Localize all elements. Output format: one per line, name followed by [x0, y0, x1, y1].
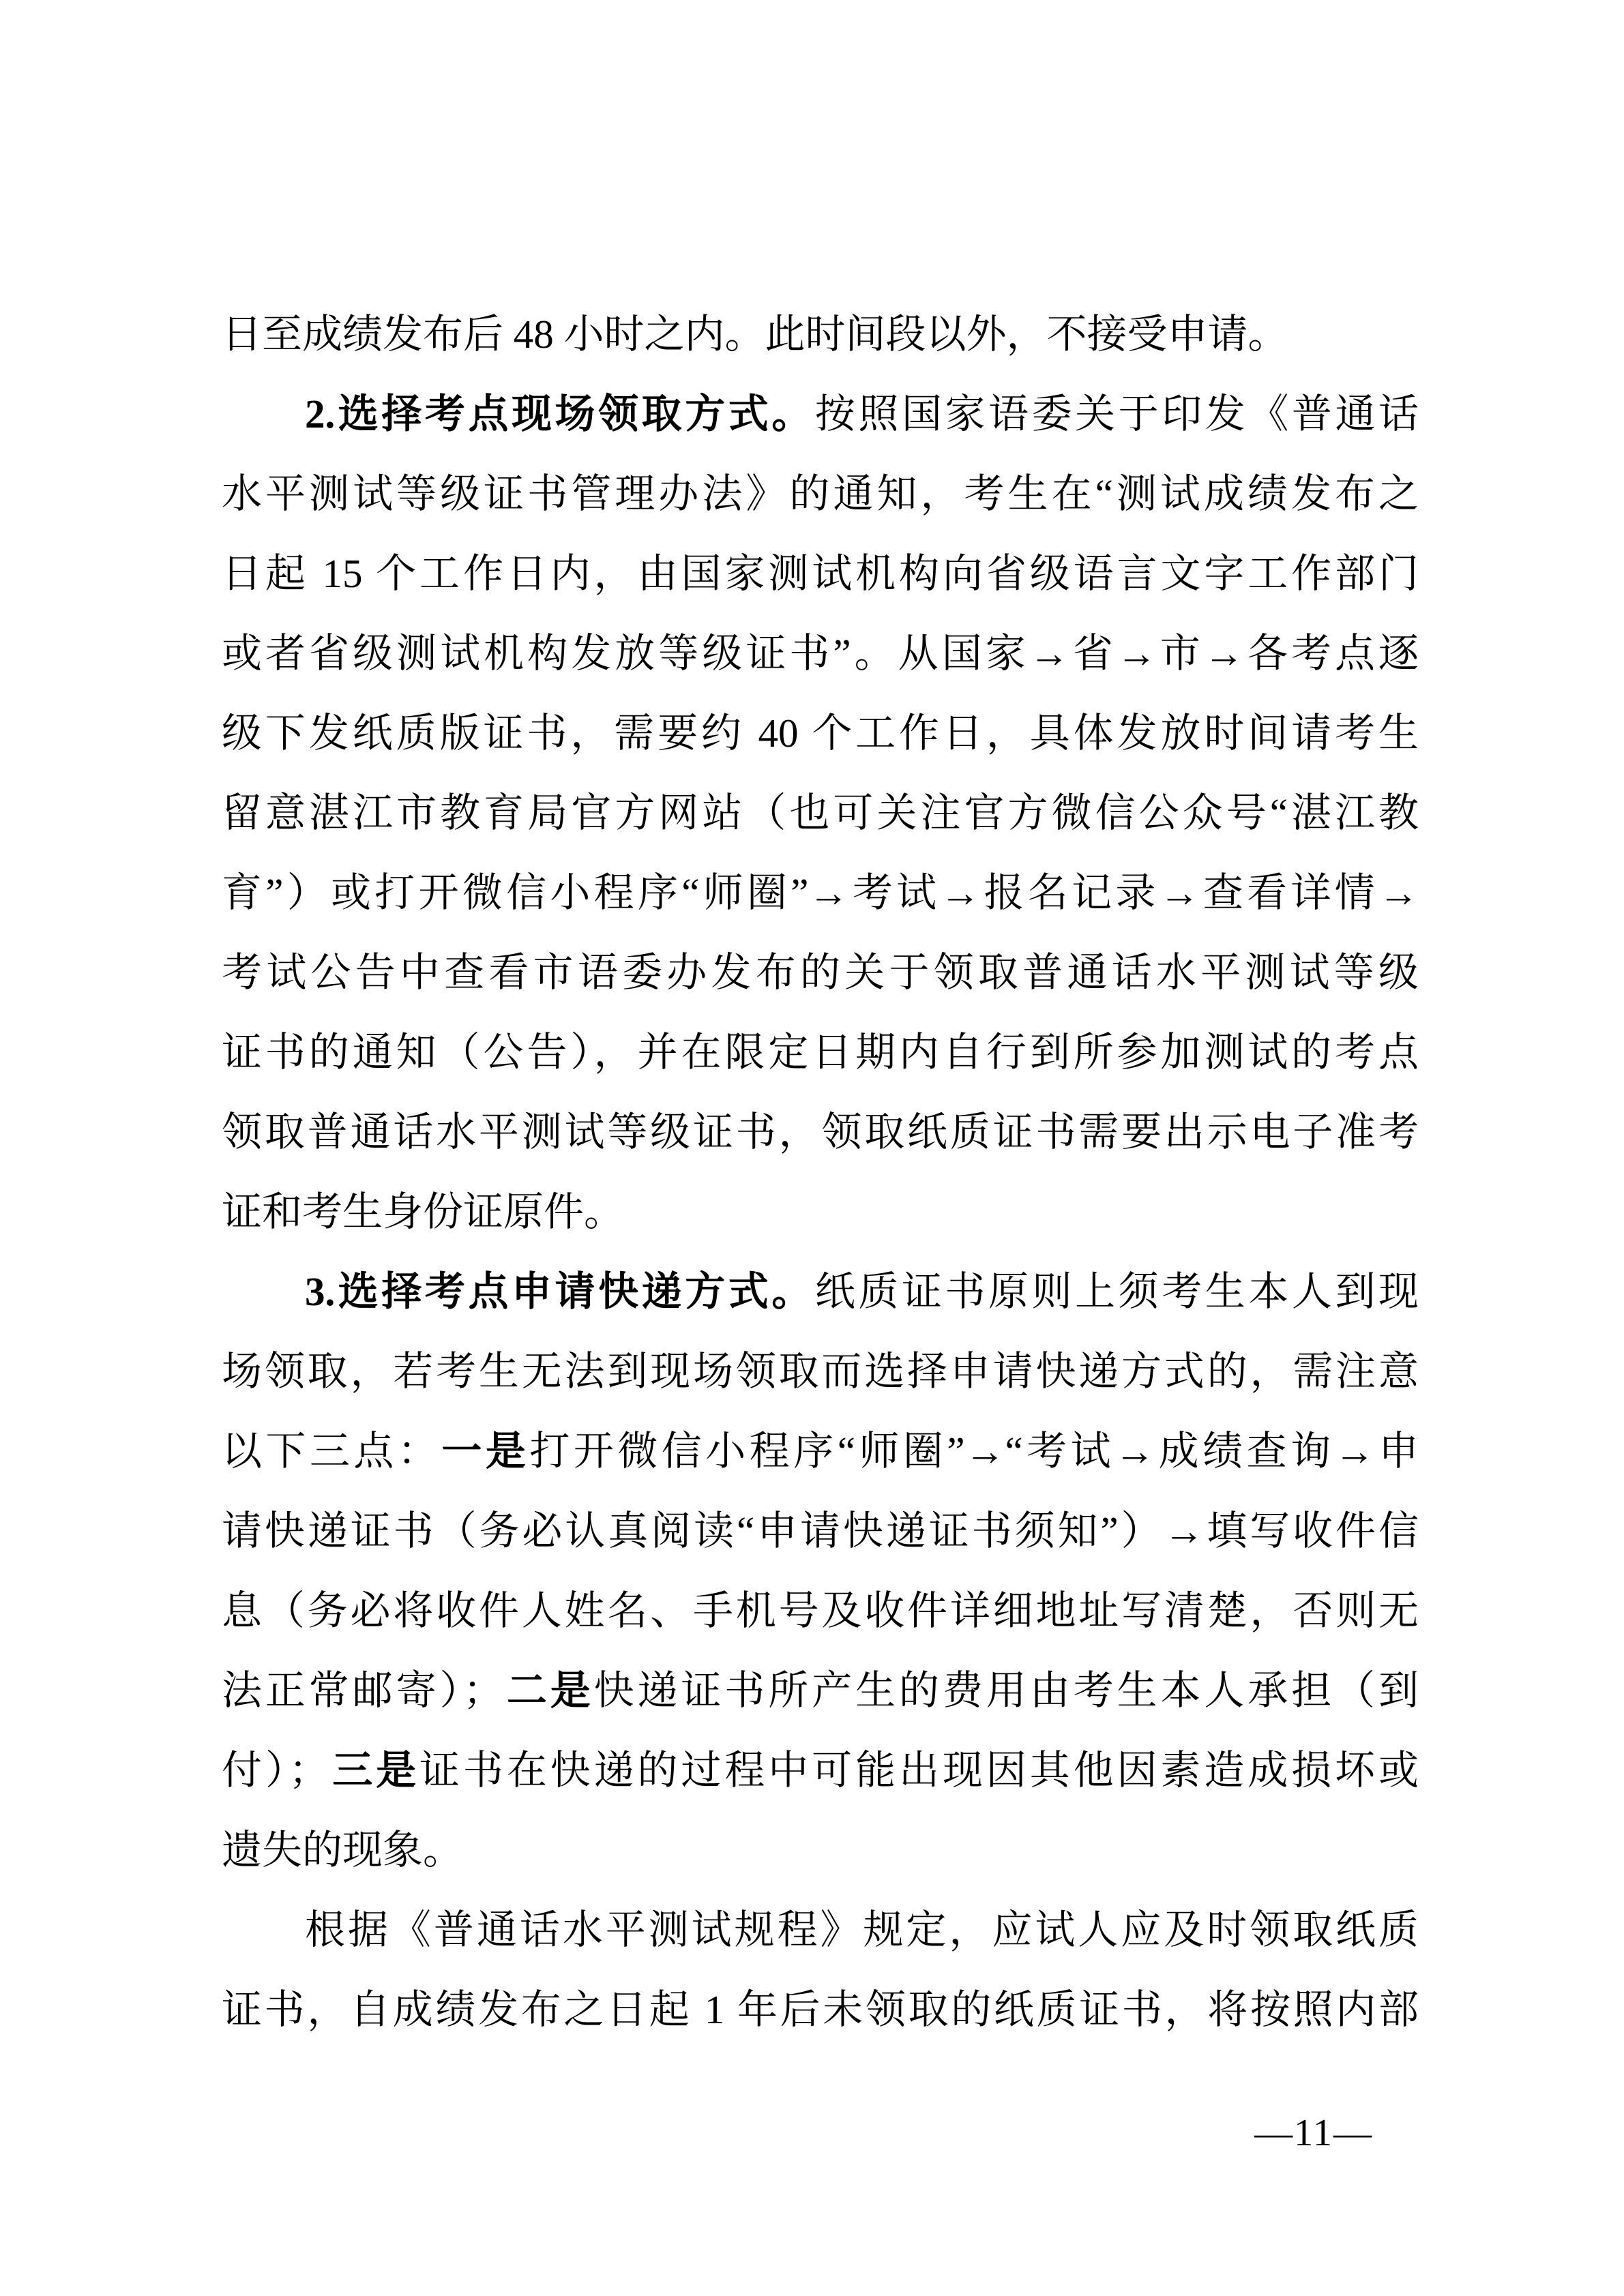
body-text: 或者省级测试机构发放等级证书”。从国家→省→市→各考点逐 — [222, 631, 1419, 676]
document-body — [222, 295, 1419, 2050]
emphasis-text: 三是 — [329, 1748, 420, 1793]
body-text: 请快递证书（务必认真阅读“申请快递证书须知”）→填写收件信 — [222, 1508, 1419, 1553]
body-text: 育”）或打开微信小程序“师圈”→考试→报名记录→查看详情→ — [222, 870, 1419, 915]
body-text: 日起 15 个工作日内，由国家测试机构向省级语言文字工作部门 — [222, 551, 1419, 596]
emphasis-text: 2.选择考点现场领取方式。 — [305, 391, 815, 436]
body-text: 级下发纸质版证书，需要约 40 个工作日，具体发放时间请考生 — [222, 711, 1419, 756]
body-text: 纸质证书原则上须考生本人到现 — [814, 1269, 1419, 1314]
emphasis-text: 一是 — [441, 1429, 530, 1474]
body-text: 息（务必将收件人姓名、手机号及收件详细地址写清楚，否则无 — [222, 1588, 1419, 1633]
body-text: 付）； — [222, 1748, 329, 1793]
text-line — [222, 1332, 1419, 1412]
text-line — [222, 1013, 1419, 1092]
body-text: 快递证书所产生的费用由考生本人承担（到 — [593, 1668, 1419, 1713]
text-line — [222, 1412, 1419, 1491]
body-text: 法正常邮寄）； — [222, 1668, 503, 1713]
body-text: 证书，自成绩发布之日起 1 年后未领取的纸质证书，将按照内部 — [222, 1987, 1419, 2032]
page-number: —11— — [1254, 2112, 1373, 2154]
text-line — [222, 454, 1419, 534]
text-line — [222, 1810, 1419, 1890]
body-text: 考试公告中查看市语委办发布的关于领取普通话水平测试等级 — [222, 950, 1419, 995]
body-text: 证书的通知（公告），并在限定日期内自行到所参加测试的考点 — [222, 1030, 1419, 1075]
text-line — [222, 853, 1419, 933]
text-line — [222, 1491, 1419, 1571]
text-line — [222, 1731, 1419, 1810]
emphasis-text: 二是 — [503, 1668, 594, 1713]
text-line — [222, 295, 1419, 374]
text-line — [222, 1651, 1419, 1731]
body-text: 场领取，若考生无法到现场领取而选择申请快递方式的，需注意 — [222, 1349, 1419, 1394]
body-text: 证书在快递的过程中可能出现因其他因素造成损坏或 — [419, 1748, 1419, 1793]
body-text: 日至成绩发布后 48 小时之内。此时间段以外，不接受申请。 — [222, 312, 1288, 357]
text-line — [222, 374, 1419, 454]
body-text: 根据《普通话水平测试规程》规定，应试人应及时领取纸质 — [305, 1907, 1419, 1952]
body-text: 证和考生身份证原件。 — [222, 1189, 625, 1234]
emphasis-text: 3.选择考点申请快递方式。 — [305, 1269, 815, 1314]
text-line — [222, 933, 1419, 1013]
text-line — [222, 1172, 1419, 1252]
text-line — [222, 1092, 1419, 1172]
text-line — [222, 694, 1419, 773]
body-text: 按照国家语委关于印发《普通话 — [814, 391, 1419, 436]
text-line — [222, 534, 1419, 614]
body-text: 留意湛江市教育局官方网站（也可关注官方微信公众号“湛江教 — [222, 790, 1419, 835]
text-line — [222, 773, 1419, 853]
text-line — [222, 1252, 1419, 1332]
body-text: 打开微信小程序“师圈”→“考试→成绩查询→申 — [529, 1429, 1419, 1474]
body-text: 以下三点： — [222, 1429, 442, 1474]
text-line — [222, 1571, 1419, 1651]
body-text: 领取普通话水平测试等级证书，领取纸质证书需要出示电子准考 — [222, 1109, 1419, 1154]
text-line — [222, 614, 1419, 694]
body-text: 遗失的现象。 — [222, 1828, 464, 1873]
body-text: 水平测试等级证书管理办法》的通知，考生在“测试成绩发布之 — [222, 471, 1419, 516]
text-line — [222, 1890, 1419, 1970]
text-line — [222, 1970, 1419, 2050]
